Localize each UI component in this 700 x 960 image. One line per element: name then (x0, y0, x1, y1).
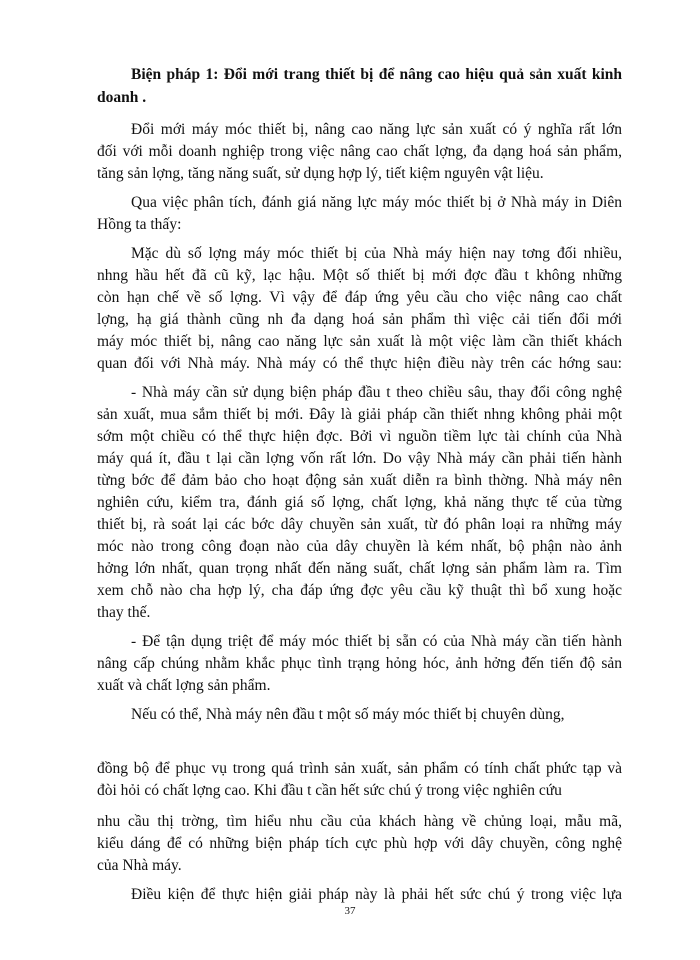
text-line: nâng cấp chúng nhằm khắc phục tình trạng hỏng hóc, ảnh hởng đến tiến độ sản (97, 655, 622, 672)
text-line: đòi hỏi có chất lợng cao. Khi đầu t cần hết sức chú ý trong việc nghiên cứu (97, 782, 562, 799)
page-number: 37 (344, 905, 356, 917)
text-line: Hồng ta thấy: (97, 216, 182, 233)
text-line: nhng hầu hết đã cũ kỹ, lạc hậu. Một số thiết bị mới đợc đầu t không những (97, 267, 622, 284)
heading-line: Biện pháp 1: Đổi mới trang thiết bị để nâng cao hiệu quả sản xuất kinh (131, 66, 622, 83)
text-line: của Nhà máy. (97, 857, 182, 874)
text-line: lợng, hạ giá thành cũng nh đa dạng hoá sản phẩm thì việc cải tiến đổi mới (97, 311, 622, 328)
text-line: hởng lớn nhất, quan trọng nhất đến năng suất, chất lợng sản phẩm làm ra. Tìm (97, 560, 622, 577)
text-line: thay thế. (97, 604, 151, 621)
text-line: thiết bị, rà soát lại các bớc dây chuyền sản xuất, từ đó phân loại ra những máy (97, 516, 622, 533)
text-line: Đổi mới máy móc thiết bị, nâng cao năng lực sản xuất có ý nghĩa rất lớn (131, 121, 622, 138)
text-line: nhu cầu thị trờng, tìm hiểu nhu cầu của khách hàng về chủng loại, mẫu mã, (97, 813, 622, 830)
text-line: Nếu có thể, Nhà máy nên đầu t một số máy móc thiết bị chuyên dùng, (131, 706, 565, 723)
text-line: tăng sản lợng, tăng năng suất, sử dụng hợp lý, tiết kiệm nguyên vật liệu. (97, 165, 544, 182)
text-line: - Nhà máy cần sử dụng biện pháp đầu t theo chiều sâu, thay đổi công nghệ (131, 384, 622, 401)
text-line: đối với mỗi doanh nghiệp trong việc nâng cao chất lợng, đa dạng hoá sản phẩm, (97, 143, 622, 160)
text-line: xuất và chất lợng sản phẩm. (97, 677, 271, 694)
text-line: máy quá ít, đầu t lại cần lợng vốn rất lớn. Do vậy Nhà máy cần phải tiến hành (97, 450, 622, 467)
text-line: đồng bộ để phục vụ trong quá trình sản xuất, sản phẩm có tính chất phức tạp và (97, 760, 622, 777)
text-line: sớm một chiều có thể thực hiện đợc. Bởi vì nguồn tiềm lực tài chính của Nhà (97, 428, 622, 445)
text-line: Qua việc phân tích, đánh giá năng lực máy móc thiết bị ở Nhà máy in Diên (131, 194, 622, 211)
text-line: quan đối với Nhà máy. Nhà máy có thể thực hiện điều này trên các hớng sau: (97, 355, 622, 372)
heading-line: doanh . (97, 89, 147, 106)
text-line: sản xuất, mua sắm thiết bị mới. Đây là giải pháp cần thiết nhng không phải một (97, 406, 622, 423)
text-line: móc nào trong công đoạn nào của dây chuyền là kém nhất, bộ phận nào ảnh (97, 538, 622, 555)
text-line: - Để tận dụng triệt để máy móc thiết bị sẵn có của Nhà máy cần tiến hành (131, 633, 622, 650)
text-line: nghiên cứu, kiểm tra, đánh giá số lợng, chất lợng, khả năng thực tế của từng (97, 494, 622, 511)
text-line: Điều kiện để thực hiện giải pháp này là phải hết sức chú ý trong việc lựa (131, 886, 622, 903)
text-line: xem chỗ nào cha hợp lý, cha đáp ứng đợc yêu cầu kỹ thuật thì bổ xung hoặc (97, 582, 622, 599)
text-line: máy móc thiết bị, nâng cao năng lực sản xuất là một việc làm cần thiết khách (97, 333, 622, 350)
text-line: còn hạn chế về số lợng. Vì vậy để đáp ứng yêu cầu cho việc nâng cao chất (97, 289, 622, 306)
text-line: từng bớc để đảm bảo cho hoạt động sản xuất diễn ra bình thờng. Nhà máy nên (97, 472, 622, 489)
text-line: Mặc dù số lợng máy móc thiết bị của Nhà máy hiện nay tơng đối nhiều, (131, 245, 622, 262)
text-line: kiểu dáng để có những biện pháp tích cực phù hợp với dây chuyền, công nghệ (97, 835, 622, 852)
